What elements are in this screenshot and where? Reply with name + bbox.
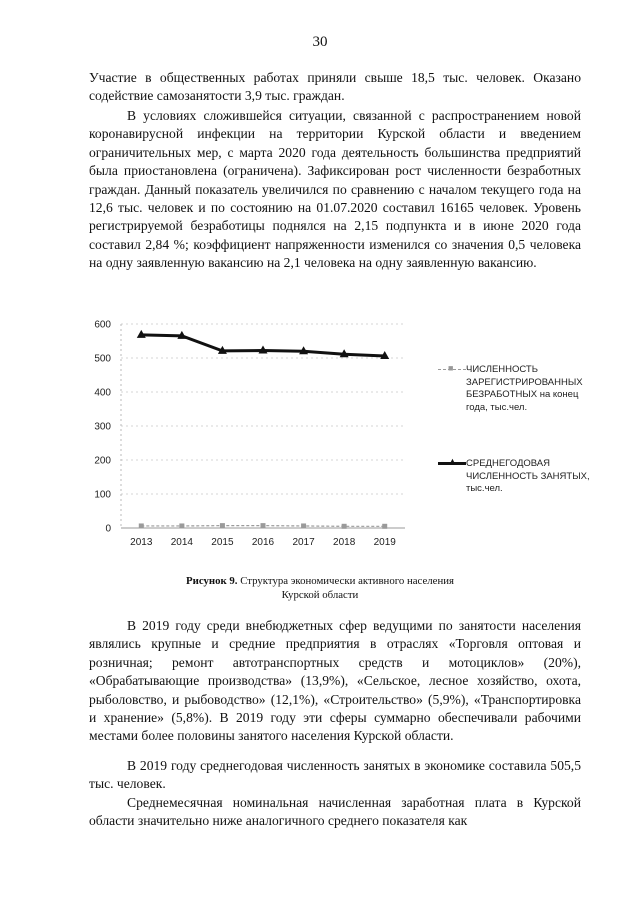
- x-tick-label-2017: 2017: [292, 537, 315, 548]
- paragraph-employment-sectors: В 2019 году среди внебюджетных сфер ведущими по занятости населения являлись крупные и средние предприятия в отраслях «Торговля оптовая и розничная; ремонт автотранспортных средств и мотоциклов» (20%), «Обрабатывающие производства» (13,9%), «Сельское, лесное хозяйство, охота, рыболовство, и рыбоводство» (12,1%), «Строительство» (5,9%), «Транспортировка и хранение» (5,8%). В 2019 году эти сферы суммарно обеспечивали рабочими местами более половины занятого населения Курской области.: [89, 618, 581, 744]
- y-tick-label-100: 100: [94, 489, 111, 501]
- paragraph-average-employment: В 2019 году среднегодовая численность занятых в экономике составила 505,5 тыс. человек.: [89, 758, 581, 792]
- paragraph-public-works: Участие в общественных работах приняли свыше 18,5 тыс. человек. Оказано содействие самозанятости 3,9 тыс. граждан.: [89, 70, 581, 104]
- y-tick-label-0: 0: [105, 523, 111, 535]
- data-point-unemployed-2018: [342, 524, 347, 529]
- figure-caption-line2: Курской области: [281, 589, 359, 601]
- data-point-unemployed-2015: [220, 523, 225, 528]
- page-number: 30: [312, 34, 328, 50]
- figure-caption: [0, 574, 640, 602]
- legend-entry-employed: [448, 456, 596, 496]
- figure-caption-text: Структура экономически активного населения: [240, 575, 454, 587]
- x-tick-label-2013: 2013: [130, 537, 153, 548]
- legend-entry-unemployed: [448, 363, 596, 414]
- data-point-unemployed-2016: [261, 523, 266, 528]
- data-point-unemployed-2019: [382, 524, 387, 529]
- legend-swatch-unemployed: ■: [438, 369, 466, 370]
- legend-swatch-employed: ▲: [438, 462, 466, 465]
- paragraph-average-salary: Среднемесячная номинальная начисленная заработная плата в Курской области значительно ниже аналогичного среднего показателя как: [89, 795, 581, 829]
- y-tick-label-600: 600: [94, 319, 111, 331]
- data-point-unemployed-2014: [179, 523, 184, 528]
- data-point-unemployed-2017: [301, 523, 306, 528]
- x-tick-label-2018: 2018: [333, 537, 356, 548]
- x-tick-label-2016: 2016: [251, 537, 275, 548]
- legend-label-employed: СРЕДНЕГОДОВАЯ ЧИСЛЕННОСТЬ ЗАНЯТЫХ, тыс.чел.: [466, 458, 590, 495]
- y-tick-label-200: 200: [94, 455, 111, 467]
- legend-label-unemployed: ЧИСЛЕННОСТЬ ЗАРЕГИСТРИРОВАННЫХ БЕЗРАБОТНЫХ на конец года, тыс.чел.: [466, 364, 583, 413]
- x-tick-label-2014: 2014: [170, 537, 193, 548]
- y-tick-label-400: 400: [94, 387, 111, 399]
- line-chart: [85, 316, 415, 562]
- figure-9-chart: [85, 316, 595, 562]
- figure-caption-label: Рисунок 9.: [186, 575, 238, 587]
- paragraph-covid-unemployment: В условиях сложившейся ситуации, связанной с распространением новой коронавирусной инфекции на территории Курской области и введением ограничительных мер, с марта 2020 года деятельность большинства предприятий была приостановлена (ограничена). Зафиксирован рост численности безработных граждан. Данный показатель увеличился по сравнению с началом текущего года на 12,6 тыс. человек и по состоянию на 01.07.2020 составил 16165 человек. Уровень регистрируемой безработицы поднялся на 2,15 подпункта и в июне 2020 года составил 2,84 %; коэффициент напряженности изменился со значения 0,5 человека на одну заявленную вакансию на 2,1 человека на одну заявленную вакансию.: [89, 108, 581, 271]
- data-point-unemployed-2013: [139, 523, 144, 528]
- y-tick-label-300: 300: [94, 421, 111, 433]
- x-tick-label-2015: 2015: [211, 537, 234, 548]
- y-tick-label-500: 500: [94, 353, 111, 365]
- x-tick-label-2019: 2019: [373, 537, 396, 548]
